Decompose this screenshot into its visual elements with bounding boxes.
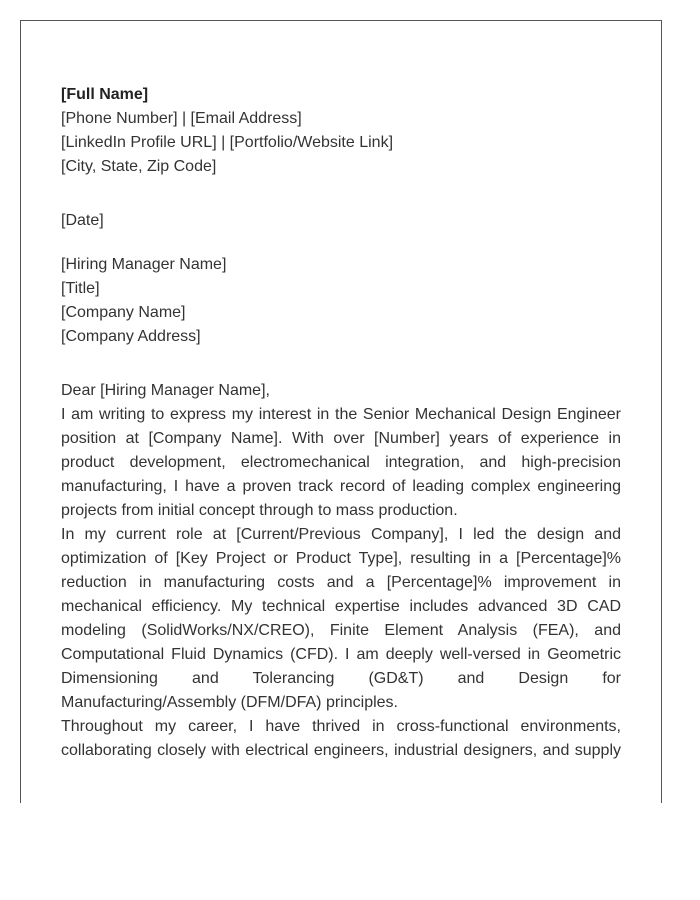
recipient-name: [Hiring Manager Name]: [61, 256, 227, 273]
date-block: [61, 209, 621, 233]
salutation-block: [61, 379, 621, 403]
salutation: Dear [Hiring Manager Name],: [61, 382, 270, 399]
sender-contact-line: [Phone Number] | [Email Address]: [61, 110, 302, 127]
recipient-block: [61, 253, 621, 349]
letter-page: [20, 20, 662, 803]
sender-full-name: [Full Name]: [61, 86, 149, 103]
letter-body: [61, 83, 621, 763]
paragraph-collaboration: Throughout my career, I have thrived in cross-functional environments, collaborating closely with electrical engineers, industrial designers, and supply: [61, 718, 621, 759]
paragraph-experience: In my current role at [Current/Previous Company], I led the design and optimization of [Key Project or Product Type], resulting in a [Percentage]% reduction in manufacturing costs and a [Percentage]% improvement in mechanical efficiency. My technical expertise includes advanced 3D CAD modeling (SolidWorks/NX/CREO), Finite Element Analysis (FEA), and Computational Fluid Dynamics (CFD). I am deeply well-versed in Geometric Dimensioning and Tolerancing (GD&T) and Design for Manufacturing/Assembly (DFM/DFA) principles.: [61, 526, 621, 711]
sender-links-line: [LinkedIn Profile URL] | [Portfolio/Website Link]: [61, 134, 394, 151]
sender-block: [61, 83, 621, 179]
recipient-title: [Title]: [61, 280, 100, 297]
recipient-company: [Company Name]: [61, 304, 186, 321]
recipient-address: [Company Address]: [61, 328, 201, 345]
letter-date: [Date]: [61, 212, 104, 229]
sender-location: [City, State, Zip Code]: [61, 158, 217, 175]
paragraph-intro: I am writing to express my interest in the Senior Mechanical Design Engineer position at [Company Name]. With over [Number] years of experience in product development, electromechanical integration, and high-precision manufacturing, I have a proven track record of leading complex engineering projects from initial concept through to mass production.: [61, 406, 621, 519]
